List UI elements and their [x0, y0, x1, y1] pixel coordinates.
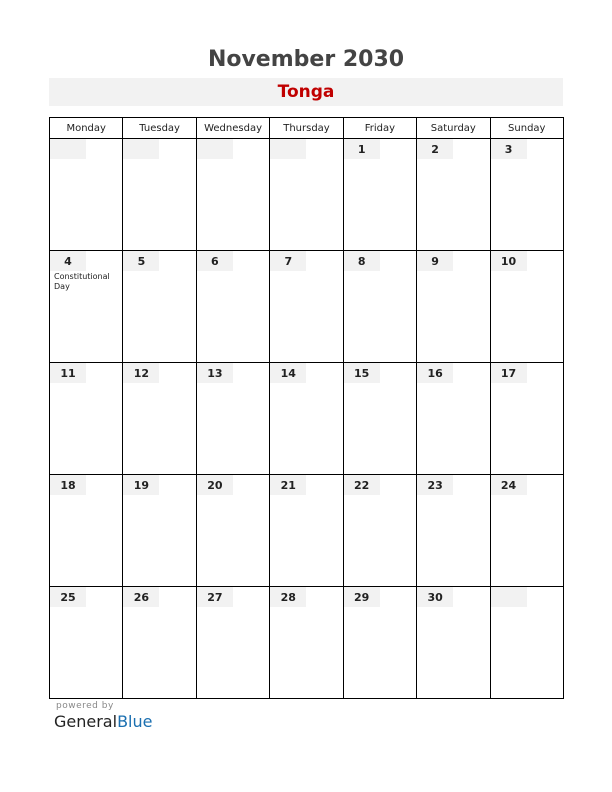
- day-number: 16: [417, 363, 453, 383]
- day-number: 5: [123, 251, 159, 271]
- day-number: [197, 139, 233, 159]
- day-cell: [343, 251, 416, 363]
- day-number: [123, 139, 159, 159]
- day-number: 28: [270, 587, 306, 607]
- day-cell: [343, 139, 416, 251]
- week-row: [50, 139, 564, 251]
- day-number: 1: [344, 139, 380, 159]
- day-cell: [123, 475, 196, 587]
- brand-blue: Blue: [117, 712, 153, 731]
- day-cell: [50, 475, 123, 587]
- powered-by-text: powered by: [56, 701, 114, 711]
- day-cell: [123, 251, 196, 363]
- weekday-saturday: Saturday: [417, 118, 490, 139]
- day-number: 18: [50, 475, 86, 495]
- day-cell: [490, 139, 563, 251]
- day-number: 7: [270, 251, 306, 271]
- day-number: 26: [123, 587, 159, 607]
- day-number: 13: [197, 363, 233, 383]
- weekday-tuesday: Tuesday: [123, 118, 196, 139]
- day-number: [491, 587, 527, 607]
- day-number: 8: [344, 251, 380, 271]
- day-cell: [196, 587, 269, 699]
- day-number: 22: [344, 475, 380, 495]
- day-number: 25: [50, 587, 86, 607]
- day-number: 19: [123, 475, 159, 495]
- weekday-friday: Friday: [343, 118, 416, 139]
- day-cell: [417, 475, 490, 587]
- day-cell: [490, 363, 563, 475]
- day-cell: [490, 251, 563, 363]
- brand-general: General: [54, 712, 118, 731]
- week-row: [50, 251, 564, 363]
- weekday-sunday: Sunday: [490, 118, 563, 139]
- day-number: 20: [197, 475, 233, 495]
- day-cell: [50, 587, 123, 699]
- day-cell: [343, 587, 416, 699]
- day-number: 12: [123, 363, 159, 383]
- weekday-thursday: Thursday: [270, 118, 343, 139]
- day-cell: [196, 475, 269, 587]
- day-cell: [50, 251, 123, 363]
- day-cell: [196, 251, 269, 363]
- empty-day-cell: [196, 139, 269, 251]
- country-name: Tonga: [49, 78, 563, 106]
- day-number: 17: [491, 363, 527, 383]
- day-number: 10: [491, 251, 527, 271]
- calendar-grid: [49, 117, 564, 699]
- weekday-monday: Monday: [50, 118, 123, 139]
- day-cell: [417, 139, 490, 251]
- empty-day-cell: [490, 587, 563, 699]
- day-cell: [343, 475, 416, 587]
- day-cell: [417, 363, 490, 475]
- day-number: 2: [417, 139, 453, 159]
- calendar-title: November 2030: [207, 47, 405, 72]
- generalblue-logo: [54, 712, 152, 731]
- day-number: 24: [491, 475, 527, 495]
- day-cell: [417, 587, 490, 699]
- day-cell: [196, 363, 269, 475]
- day-number: 30: [417, 587, 453, 607]
- day-number: [270, 139, 306, 159]
- day-cell: [343, 363, 416, 475]
- week-row: [50, 363, 564, 475]
- holiday-label: Constitutional Day: [54, 272, 110, 291]
- day-cell: [123, 363, 196, 475]
- day-cell: [270, 251, 343, 363]
- week-row: [50, 475, 564, 587]
- day-number: [50, 139, 86, 159]
- day-cell: [270, 587, 343, 699]
- day-number: 29: [344, 587, 380, 607]
- weekday-wednesday: Wednesday: [196, 118, 269, 139]
- week-row: [50, 587, 564, 699]
- day-number: 11: [50, 363, 86, 383]
- day-cell: [270, 475, 343, 587]
- day-cell: [270, 363, 343, 475]
- empty-day-cell: [270, 139, 343, 251]
- day-cell: [50, 363, 123, 475]
- empty-day-cell: [50, 139, 123, 251]
- empty-day-cell: [123, 139, 196, 251]
- day-number: 27: [197, 587, 233, 607]
- day-number: 3: [491, 139, 527, 159]
- day-number: 6: [197, 251, 233, 271]
- day-number: 14: [270, 363, 306, 383]
- day-cell: [490, 475, 563, 587]
- day-number: 15: [344, 363, 380, 383]
- day-cell: [123, 587, 196, 699]
- weekday-header-row: [50, 118, 564, 139]
- day-cell: [417, 251, 490, 363]
- day-number: 23: [417, 475, 453, 495]
- day-number: 4: [50, 251, 86, 271]
- day-number: 9: [417, 251, 453, 271]
- day-number: 21: [270, 475, 306, 495]
